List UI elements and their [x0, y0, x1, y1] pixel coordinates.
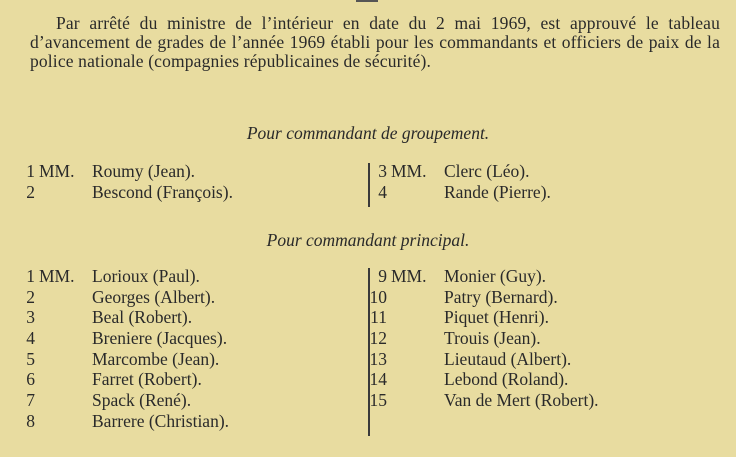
list-item — [15, 161, 345, 182]
entry-name: Farret (Robert). — [92, 369, 202, 390]
honorific: MM. — [391, 266, 427, 286]
list-item — [15, 390, 345, 411]
principal-list-left — [15, 266, 345, 432]
list-item — [367, 266, 727, 287]
list-item — [15, 182, 345, 203]
entry-name: Roumy (Jean). — [92, 161, 196, 181]
list-item — [367, 390, 727, 411]
entry-number: 7 — [26, 390, 35, 411]
entry-number: 10 — [369, 286, 387, 307]
list-item — [367, 287, 727, 308]
entry-name: Marcombe (Jean). — [92, 348, 220, 369]
groupement-list-left — [15, 161, 345, 202]
honorific: MM. — [39, 161, 75, 181]
principal-list-right — [367, 266, 727, 411]
entry-name: Lorioux (Paul). — [92, 266, 200, 286]
groupement-list-right — [367, 161, 697, 202]
list-item — [15, 369, 345, 390]
section-heading-groupement: Pour commandant de groupement. — [246, 123, 490, 143]
entry-name: Monier (Guy). — [444, 266, 547, 286]
list-item — [367, 349, 727, 370]
entry-name: Lieutaud (Albert). — [444, 348, 572, 369]
entry-number: 8 — [26, 410, 35, 431]
entry-name: Clerc (Léo). — [444, 161, 530, 181]
entry-number: 3 — [378, 161, 387, 181]
list-item — [15, 266, 345, 287]
list-item — [367, 369, 727, 390]
entry-number: 9 — [378, 266, 387, 286]
entry-name: Patry (Bernard). — [444, 286, 558, 307]
entry-name: Bescond (François). — [92, 181, 233, 202]
entry-name: Rande (Pierre). — [444, 181, 551, 202]
section-heading-principal: Pour commandant principal. — [266, 230, 470, 250]
entry-number: 4 — [26, 328, 35, 349]
entry-name: Lebond (Roland). — [444, 369, 569, 390]
honorific: MM. — [391, 161, 427, 181]
entry-name: Breniere (Jacques). — [92, 328, 228, 349]
entry-number: 3 — [26, 307, 35, 328]
honorific: MM. — [39, 266, 75, 286]
entry-number: 14 — [369, 369, 387, 390]
entry-name: Spack (René). — [92, 390, 192, 411]
list-item — [15, 411, 345, 432]
list-item — [15, 328, 345, 349]
entry-number: 1 — [26, 266, 35, 286]
entry-number: 12 — [369, 328, 387, 349]
entry-number: 15 — [369, 390, 387, 411]
entry-number: 2 — [26, 286, 35, 307]
list-item — [15, 287, 345, 308]
entry-number: 1 — [26, 161, 35, 181]
list-item — [367, 182, 697, 203]
entry-number: 6 — [26, 369, 35, 390]
separator-line — [356, 0, 378, 2]
list-item — [367, 328, 727, 349]
list-item — [367, 161, 697, 182]
entry-name: Georges (Albert). — [92, 286, 216, 307]
entry-name: Van de Mert (Robert). — [444, 390, 599, 411]
entry-name: Barrere (Christian). — [92, 410, 230, 431]
entry-name: Piquet (Henri). — [444, 307, 549, 328]
entry-number: 11 — [370, 307, 387, 328]
entry-name: Trouis (Jean). — [444, 328, 541, 349]
list-item — [15, 307, 345, 328]
entry-name: Beal (Robert). — [92, 307, 193, 328]
entry-number: 13 — [369, 348, 387, 369]
entry-number: 5 — [26, 348, 35, 369]
list-item — [367, 307, 727, 328]
entry-number: 2 — [26, 181, 35, 202]
intro-paragraph: Par arrêté du ministre de l’intérieur en date du 2 mai 1969, est approuvé le tableau d’avancement de grades de l’année 1969 établi pour les commandants et officiers de paix de la police nationale (compagnies républicaines de sécurité). — [30, 13, 720, 71]
list-item — [15, 349, 345, 370]
entry-number: 4 — [378, 181, 387, 202]
